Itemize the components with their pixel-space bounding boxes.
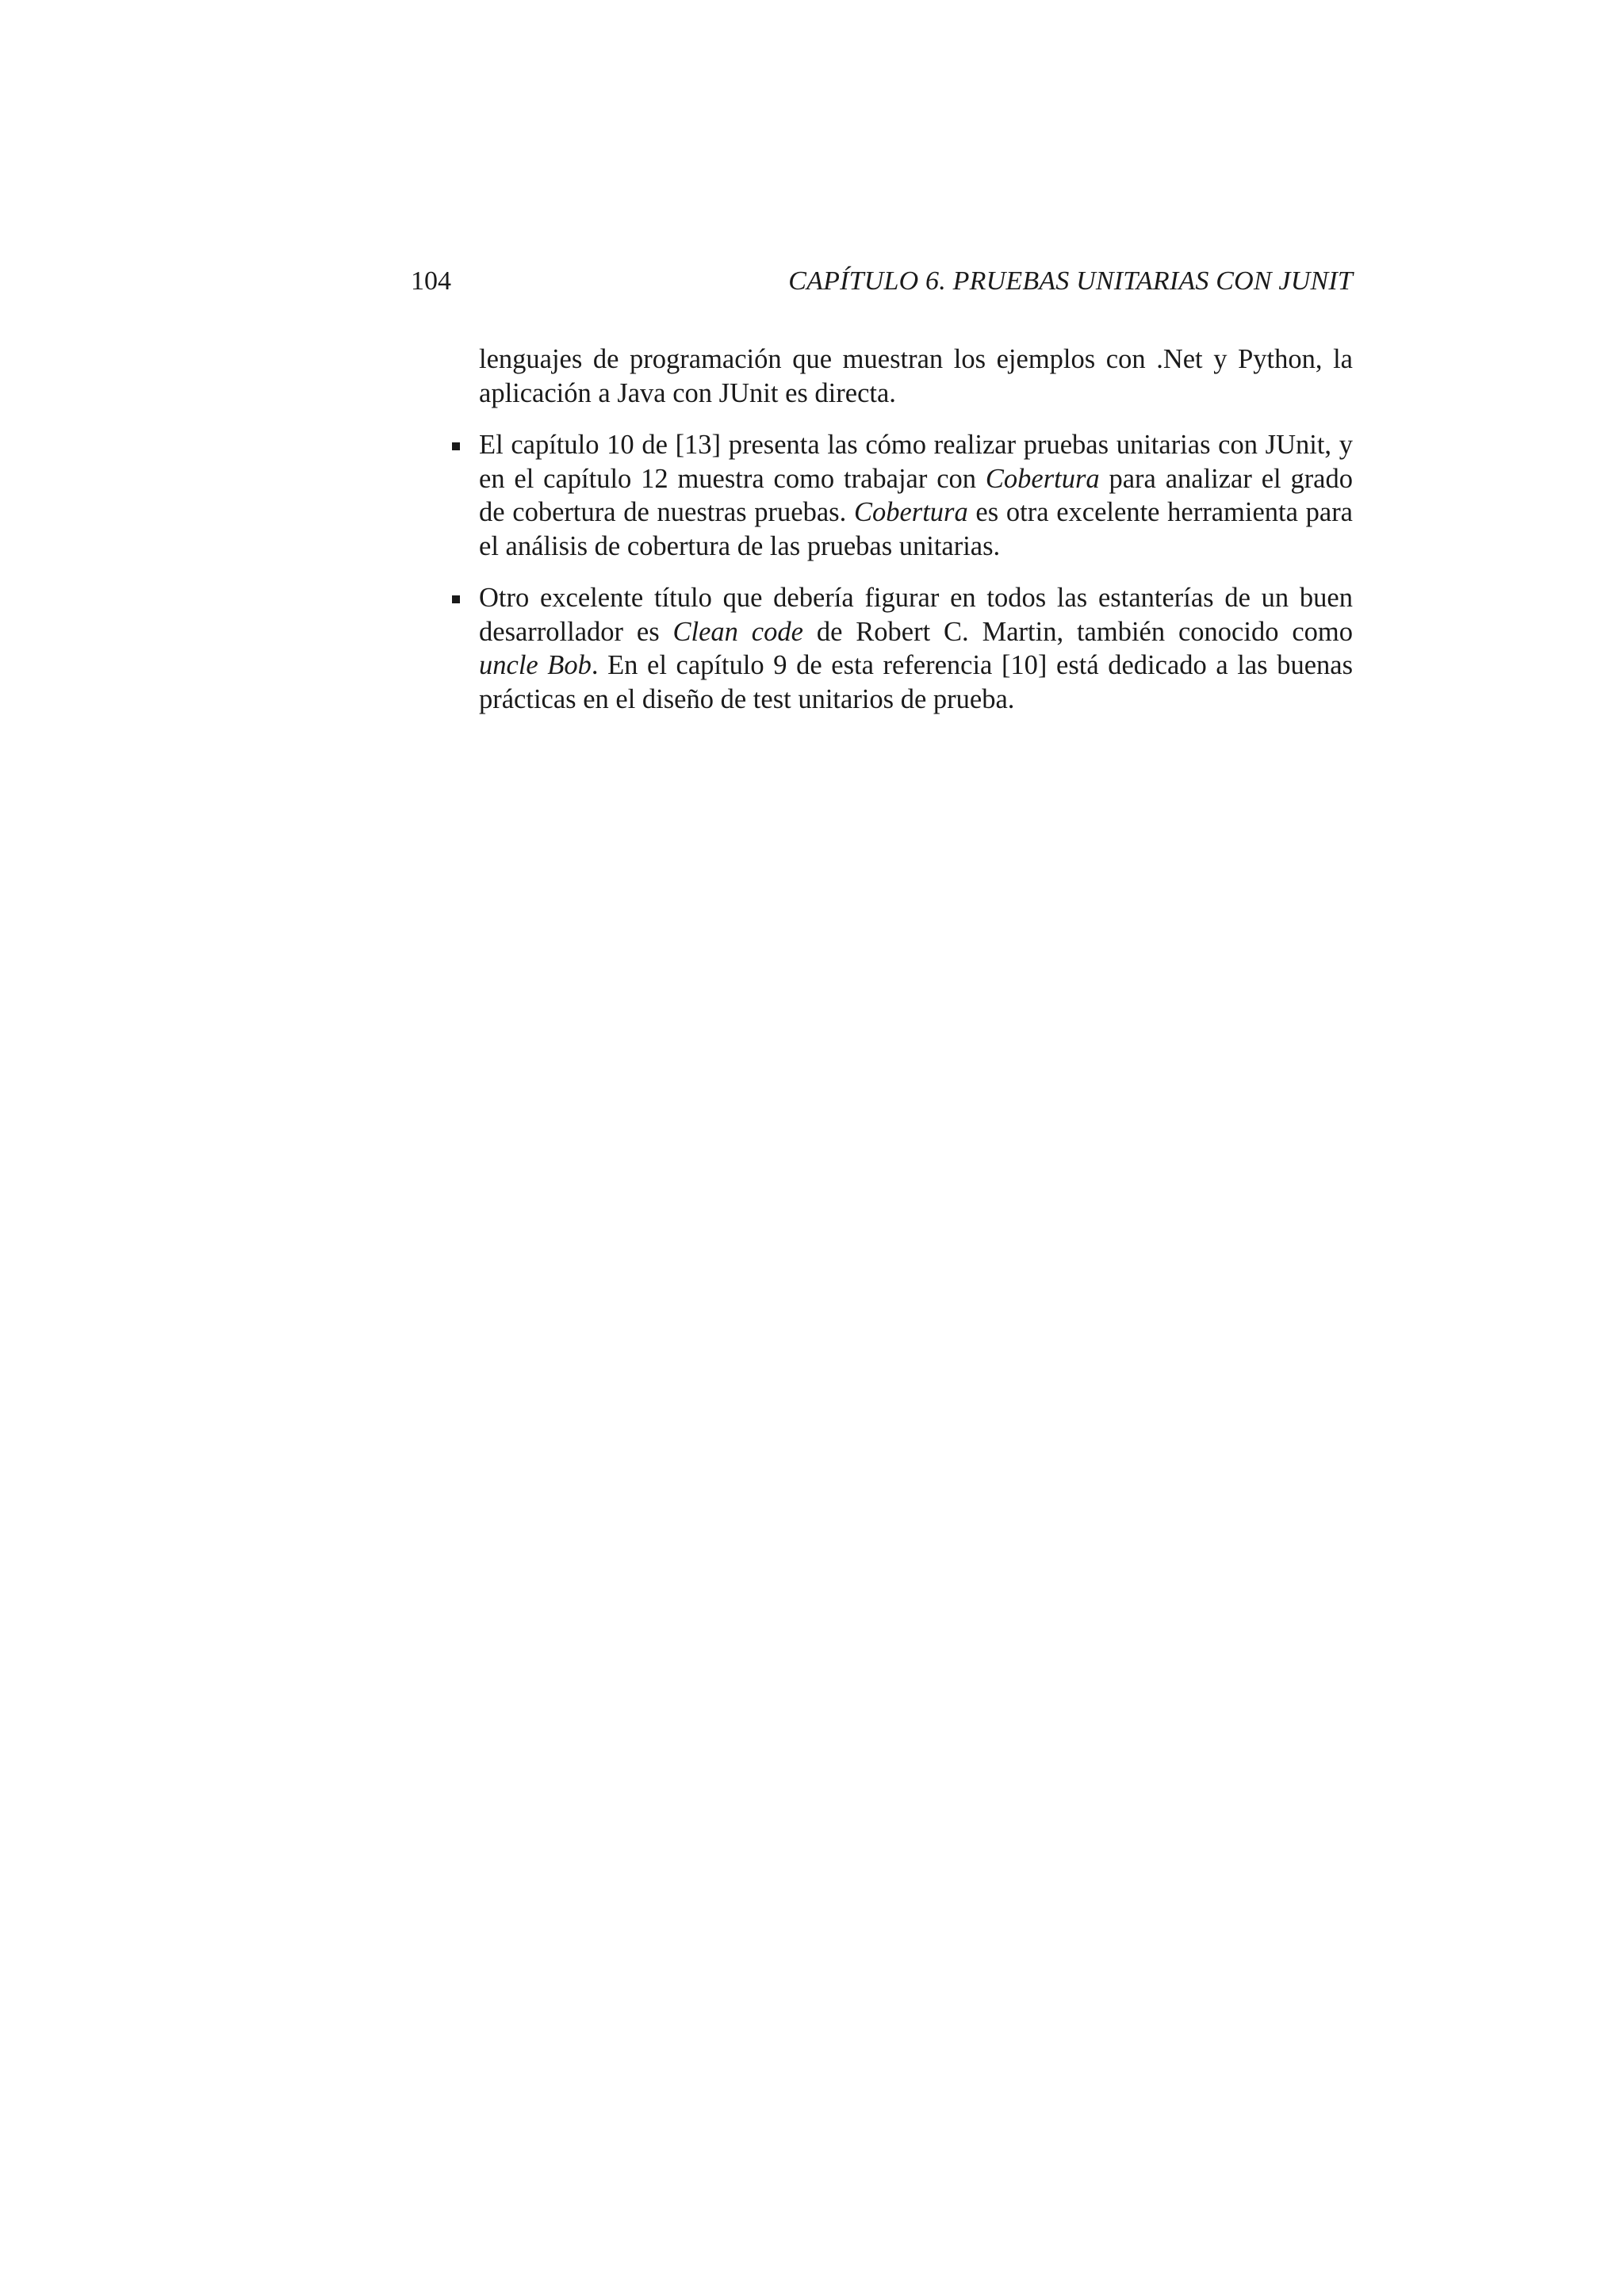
body-text bbox=[479, 342, 1353, 716]
running-header bbox=[411, 262, 1353, 301]
chapter-title: CAPÍTULO 6. PRUEBAS UNITARIAS CON JUNIT bbox=[788, 266, 1353, 296]
item-text: es otra excelente herramienta para el análisis de cobertura de las pruebas unitarias. bbox=[479, 497, 1353, 561]
emphasis-uncle-bob: uncle Bob bbox=[479, 650, 592, 680]
emphasis-cobertura: Cobertura bbox=[853, 497, 968, 527]
list-item-clean-code bbox=[479, 581, 1353, 716]
intro-paragraph: lenguajes de programación que muestran los ejemplos con .Net y Python, la aplicación a Java con JUnit es directa. bbox=[479, 344, 1353, 408]
emphasis-cobertura: Cobertura bbox=[985, 463, 1100, 494]
square-bullet-icon bbox=[452, 595, 460, 603]
bullet-list bbox=[479, 428, 1353, 716]
item-text: de Robert C. Martin, también conocido como bbox=[802, 616, 1353, 647]
item-text: El capítulo 10 de [13] presenta las cómo realizar pruebas unitarias con JUnit, y en el capítulo 12 muestra como trabajar con bbox=[479, 430, 1353, 494]
item-text: . En el capítulo 9 de esta referencia [10] está dedicado a las buenas prácticas en el diseño de test unitarios de prueba. bbox=[479, 650, 1353, 714]
item-text: Otro excelente título que debería figurar en todos las estanterías de un buen desarrollador es bbox=[479, 583, 1353, 647]
item-text: para analizar el grado de cobertura de nuestras pruebas. bbox=[479, 463, 1353, 527]
page-number: 104 bbox=[411, 266, 451, 296]
square-bullet-icon bbox=[452, 442, 460, 450]
emphasis-clean-code: Clean code bbox=[672, 616, 803, 647]
list-item-cobertura bbox=[479, 428, 1353, 563]
